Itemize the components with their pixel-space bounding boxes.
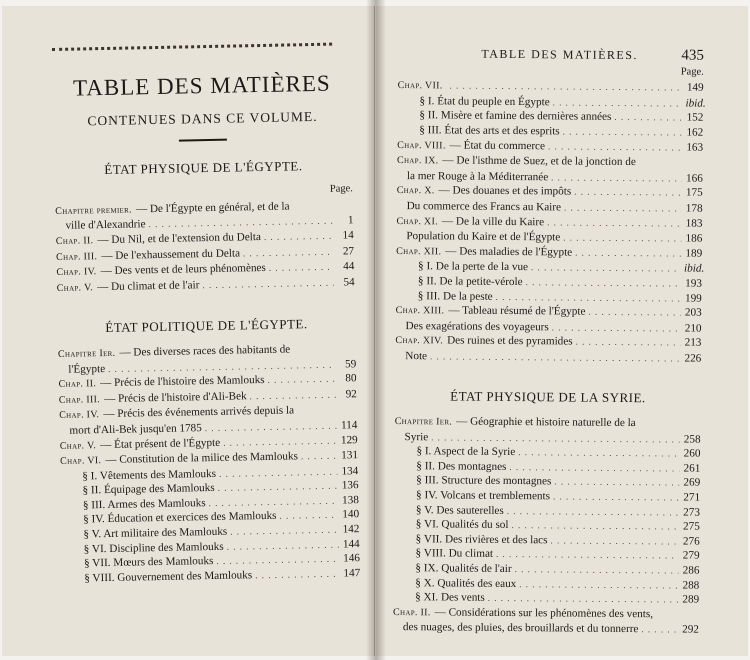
leader-dots: [553, 95, 683, 111]
chapter-label: Chap. X.: [396, 185, 435, 197]
page-number-ref: 27: [342, 244, 355, 258]
entry-title-continued: la mer Rouge à la Méditerranée: [406, 169, 549, 184]
page-number-ref: 129: [340, 433, 358, 447]
entry-title: — Considérations sur les phénomènes des vents,: [434, 606, 654, 621]
leader-dots: [515, 562, 679, 578]
section-entry: § IX. Qualités de l'air: [415, 562, 512, 576]
leader-dots: [488, 591, 679, 607]
leader-dots: [496, 547, 679, 563]
page-number-ref: 269: [683, 476, 701, 490]
page-number-ref: 279: [682, 549, 700, 563]
entry-title: — État présent de l'Égypte: [99, 436, 221, 451]
section-entry: § VIII. Gouvernement des Mamlouks: [84, 569, 253, 585]
section-entry: § I. Aspect de la Syrie: [416, 445, 516, 459]
entry-title-continued: des nuages, des pluies, des brouillards et du tonnerre: [402, 621, 639, 636]
entry-title: — Géographie et histoire naturelle de la: [456, 415, 636, 430]
chapter-label: Chap. XIII.: [395, 305, 445, 317]
chapter-label: Chap. II.: [55, 235, 94, 247]
entry-title: — De l'Égypte en général, et de la: [135, 200, 290, 216]
entry-title: — De l'isthme de Suez, et de la jonction de: [442, 154, 636, 169]
section-entry: § VIII. Du climat: [415, 547, 494, 561]
entry-title: — Précis de l'histoire des Mamlouks: [99, 374, 265, 390]
leader-dots: [588, 305, 680, 320]
leader-dots: [553, 489, 679, 505]
page-number: 435: [681, 47, 704, 64]
chapter-label: Chap. XII.: [396, 245, 442, 258]
plain-entry: Note: [405, 349, 428, 363]
entry-title: — Du Nil, et de l'extension du Delta: [97, 230, 262, 247]
page-column-label: Page.: [329, 183, 353, 195]
toc-list-egypte-suite: [395, 78, 706, 366]
chapter-label: Chap. III.: [56, 250, 98, 263]
leader-dots: [509, 460, 679, 476]
chapter-label: Chapitre Ier.: [57, 347, 116, 360]
section-title-syrie-physique: ÉTAT PHYSIQUE DE LA SYRIE.: [450, 388, 646, 406]
leader-dots: [563, 124, 683, 140]
page-number-ref: 14: [342, 229, 354, 242]
section-entry: § III. Armes des Mamlouks: [82, 497, 206, 512]
section-entry: § V. Des sauterelles: [415, 503, 504, 517]
leader-dots: [550, 533, 678, 549]
page-number-ref: 166: [686, 172, 703, 185]
page-number-ref: 80: [345, 372, 357, 385]
main-title: TABLE DES MATIÈRES: [72, 70, 331, 101]
leader-dots: [574, 185, 682, 201]
leader-dots: [641, 623, 678, 638]
page-number-ref: 183: [685, 217, 703, 230]
page-number-ref: 178: [685, 202, 703, 215]
entry-title: — Des diverses races des habitants de: [119, 343, 291, 359]
leader-dots: [564, 200, 682, 216]
leader-dots: [249, 387, 335, 403]
chapter-label: Chap. V.: [56, 282, 94, 294]
section-entry: § VI. Discipline des Mamlouks: [83, 540, 224, 556]
sub-title: CONTENUES DANS CE VOLUME.: [87, 108, 318, 129]
chapter-label: Chap. VII.: [397, 80, 443, 92]
toc-entry: [395, 349, 701, 366]
toc-entry: [395, 414, 701, 447]
left-page: [2, 6, 375, 656]
toc-entry: [393, 605, 699, 638]
page-number-ref: 292: [682, 623, 699, 637]
entry-title: Des ruines et des pyramides: [447, 334, 573, 348]
section-entry: § VI. Qualités du sol: [415, 518, 509, 532]
page-number-ref: 276: [682, 535, 700, 548]
right-page: [376, 6, 748, 656]
page-number-ref: 92: [345, 387, 357, 401]
entry-title-continued: mort d'Ali-Bek jusqu'en 1785: [69, 422, 202, 437]
page-number-ref: 273: [683, 506, 700, 519]
toc-line: [393, 620, 699, 637]
page-number-ref: 114: [340, 419, 358, 432]
running-header-title: TABLE DES MATIÈRES.: [481, 46, 639, 63]
chapter-label: Chap. IV.: [59, 409, 100, 422]
entry-title: — Du climat et de l'air: [96, 278, 200, 293]
page-number-ref: 203: [684, 306, 702, 319]
toc-list-syrie-physique: [393, 414, 701, 638]
entry-title: — De la ville du Kaire: [441, 214, 545, 228]
page-number-ref: 131: [341, 449, 359, 462]
entry-title: — Des maladies de l'Égypte: [445, 245, 573, 259]
entry-title: — De l'exhaussement du Delta: [101, 246, 241, 262]
section-title-egypte-physique: ÉTAT PHYSIQUE DE L'ÉGYPTE.: [104, 157, 303, 177]
section-entry: § I. Vêtements des Mamlouks: [82, 467, 217, 483]
leader-dots: [552, 320, 681, 336]
chapter-label: Chap. II.: [58, 378, 97, 391]
toc-list-egypte-physique: [55, 198, 355, 296]
header-ornament: [52, 43, 332, 61]
section-entry: § II. Misère et famine des dernières années: [419, 109, 612, 124]
page-number-ref: 54: [343, 275, 355, 289]
leader-dots: [267, 372, 335, 388]
page-number-ref: 175: [685, 186, 703, 200]
entry-title-continued: Syrie: [404, 430, 429, 443]
page-number-ref: 260: [683, 447, 701, 460]
page-number-ref: 149: [686, 81, 704, 94]
page-number-ref: 213: [684, 336, 702, 349]
leader-dots: [575, 245, 681, 261]
section-entry: § III. Structure des montagnes: [416, 474, 552, 488]
leader-dots: [430, 349, 680, 366]
entry-title: — Des vents et de leurs phénomènes: [100, 262, 266, 278]
section-entry: § IV. Éducation et exercices des Mamlouks: [83, 510, 277, 526]
plain-entry: Population du Kaire et de l'Égypte: [406, 230, 561, 244]
title-rule: [179, 138, 227, 141]
section-entry: § X. Qualités des eaux: [415, 576, 517, 590]
section-title-egypte-politique: ÉTAT POLITIQUE DE L'ÉGYPTE.: [105, 316, 308, 336]
page-number-ref: 134: [341, 464, 359, 478]
section-entry: § V. Art militaire des Mamlouks: [83, 525, 228, 541]
leader-dots: [264, 229, 333, 245]
entry-title: — Constitution de la milice des Mamlouks: [105, 450, 299, 467]
entry-title-continued: l'Égypte: [68, 362, 106, 376]
leader-dots: [496, 289, 681, 305]
chapter-label: Chap. V.: [59, 439, 97, 452]
page-number-ref: 289: [682, 593, 700, 606]
page-number-ref: 288: [682, 579, 700, 592]
section-entry: § IV. Volcans et tremblements: [416, 489, 551, 503]
entry-title: — État du commerce: [449, 139, 546, 152]
leader-dots: [576, 335, 681, 351]
page-number-ref: 152: [686, 111, 704, 125]
leader-dots: [614, 110, 682, 125]
plain-entry: Du commerce des Francs au Kaire: [406, 200, 562, 214]
leader-dots: [279, 508, 338, 524]
chapter-label: Chap. VIII.: [397, 139, 446, 151]
page-number-ref: 140: [342, 508, 360, 521]
page-number-ref: 44: [343, 260, 355, 273]
entry-title: — Précis des événements arrivés depuis la: [103, 404, 295, 421]
leader-dots: [511, 518, 678, 534]
leader-dots: [554, 475, 679, 491]
page-number-ref: 199: [684, 292, 702, 305]
right-page-content: [393, 46, 704, 638]
page-number-ref: 163: [686, 141, 704, 154]
leader-dots: [519, 577, 678, 593]
page-number-ref: 59: [344, 357, 357, 370]
leader-dots: [548, 139, 682, 155]
page-number-ref: 136: [341, 479, 359, 492]
section-entry: § VII. Mœurs des Mamlouks: [83, 555, 214, 570]
page-number-ref: 144: [342, 537, 360, 551]
toc-list-egypte-politique: [58, 341, 361, 586]
chapter-label: Chap. XIV.: [395, 335, 444, 347]
entry-title: — Tableau résumé de l'Égypte: [448, 304, 586, 318]
section-entry: § I. De la perte de la vue: [418, 260, 529, 274]
page-number-ref: 275: [682, 520, 700, 533]
page-number-ref: ibid.: [685, 97, 706, 110]
leader-dots: [518, 445, 679, 461]
page-number-ref: 138: [341, 494, 359, 507]
entry-title: — Précis de l'histoire d'Ali-Bek: [103, 390, 247, 405]
page-number-ref: 261: [683, 462, 701, 475]
leader-dots: [551, 170, 682, 186]
page-number-ref: 226: [684, 352, 702, 365]
section-entry: § II. Des montagnes: [416, 460, 507, 473]
page-number-ref: 189: [685, 247, 703, 260]
leader-dots: [507, 504, 679, 520]
chapter-label: Chap. IV.: [56, 266, 97, 279]
page-number-ref: 210: [684, 322, 702, 335]
page-number-ref: 146: [343, 552, 361, 565]
chapter-label: Chap. IX.: [396, 155, 439, 167]
section-entry: § VII. Des rivières et des lacs: [415, 532, 548, 547]
section-entry: § II. Équipage des Mamlouks: [82, 482, 215, 497]
leader-dots: [202, 275, 334, 292]
section-entry: § XI. Des vents: [415, 591, 485, 604]
chapter-label: Chap. XI.: [396, 215, 438, 227]
leader-dots: [301, 449, 337, 464]
page-number-ref: 1: [347, 214, 354, 227]
toc-line: [395, 349, 701, 366]
leader-dots: [255, 566, 339, 582]
leader-dots: [243, 244, 333, 260]
leader-dots: [449, 79, 682, 96]
section-entry: § III. De la peste: [417, 289, 493, 303]
leader-dots: [223, 433, 337, 450]
entry-title: — Des douanes et des impôts: [438, 184, 572, 198]
page-column-label: Page.: [680, 66, 704, 78]
chapter-label: Chap. II.: [393, 606, 431, 619]
page-number-ref: 193: [685, 277, 702, 290]
section-entry: § III. État des arts et des esprits: [419, 124, 560, 138]
section-entry: § I. État du peuple en Égypte: [419, 94, 550, 109]
toc-entry: [397, 153, 703, 186]
chapter-label: Chapitre Ier.: [394, 416, 453, 428]
page-number-ref: 286: [682, 564, 700, 577]
page-number-ref: 142: [342, 523, 360, 536]
book-gutter: [366, 0, 386, 660]
entry-title-continued: ville d'Alexandrie: [65, 218, 146, 233]
page-number-ref: ibid.: [684, 262, 705, 275]
page-number-ref: 186: [685, 232, 703, 245]
running-header: [398, 46, 704, 63]
chapter-label: Chap. VI.: [59, 455, 102, 468]
page-number-ref: 271: [683, 491, 701, 504]
leader-dots: [547, 215, 681, 231]
page-number-ref: 147: [343, 567, 361, 580]
page-number-ref: 162: [686, 126, 704, 139]
leader-dots: [526, 275, 681, 291]
leader-dots: [531, 260, 681, 276]
leader-dots: [563, 231, 681, 247]
leader-dots: [269, 260, 334, 276]
plain-entry: Des exagérations des voyageurs: [405, 319, 549, 334]
left-page-content: [52, 36, 360, 586]
chapter-label: Chapitre premier.: [55, 204, 133, 217]
section-entry: § II. De la petite-vérole: [417, 275, 523, 289]
page-number-ref: 258: [683, 433, 701, 446]
chapter-label: Chap. III.: [58, 393, 101, 406]
